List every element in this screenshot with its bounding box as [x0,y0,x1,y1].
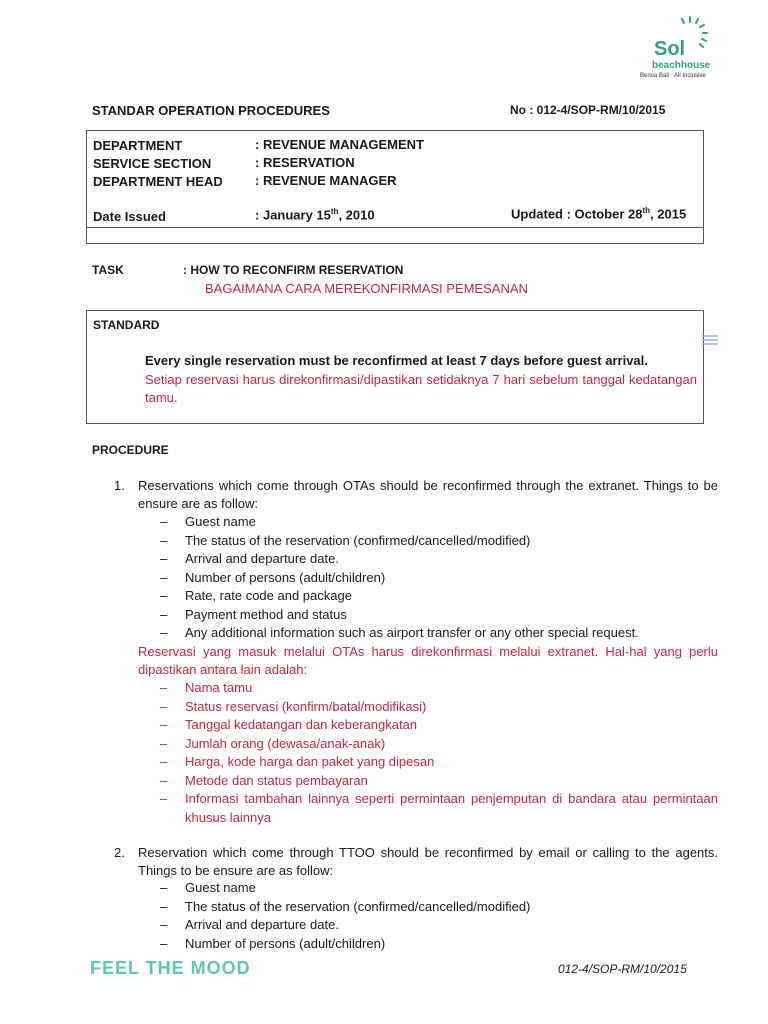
logo-brand: Sol [654,38,686,60]
department-value: : REVENUE MANAGEMENT [255,137,425,152]
step-text: Reservation which come through TTOO should be reconfirmed by email or calling to the agents. Things to be ensure are as follow: [138,845,718,878]
task-label: TASK [92,263,124,277]
standard-text-indonesian: Setiap reservasi harus direkonfirmasi/dipastikan setidaknya 7 hari sebelum tanggal kedatangan tamu. [145,372,697,405]
department-head-label: DEPARTMENT HEAD [93,174,223,189]
list-item: – Arrival and departure date. [160,550,639,569]
date-issued-label: Date Issued [93,209,166,224]
checklist-indonesian [160,679,718,827]
footer-document-number: 012-4/SOP-RM/10/2015 [558,962,687,976]
task-value: : HOW TO RECONFIRM RESERVATION [183,263,404,277]
date-issued-value: : January 15th, 2010 [255,207,375,223]
list-item: – Nama tamu [160,679,718,698]
list-item: – Payment method and status [160,606,639,625]
brand-logo [640,14,730,84]
document-title: STANDAR OPERATION PROCEDURES [92,103,330,118]
list-item: – Metode dan status pembayaran [160,772,718,791]
list-item: – Number of persons (adult/children) [160,935,530,954]
step-text-indonesian: Reservasi yang masuk melalui OTAs harus direkonfirmasi melalui extranet. Hal-hal yang perlu dipastikan antara lain adalah: [138,644,718,677]
task-value-indonesian: BAGAIMANA CARA MEREKONFIRMASI PEMESANAN [205,281,528,296]
list-item: – The status of the reservation (confirmed/cancelled/modified) [160,532,639,551]
standard-text: Every single reservation must be reconfirmed at least 7 days before guest arrival. [145,353,648,368]
step-number: 2. [114,845,125,860]
list-item: – Arrival and departure date. [160,916,530,935]
department-label: DEPARTMENT [93,138,183,153]
department-head-value: : REVENUE MANAGER [255,173,397,188]
step-text: Reservations which come through OTAs should be reconfirmed through the extranet. Things to be ensure are as follow: [138,478,718,511]
footer-slogan: FEEL THE MOOD [90,958,251,978]
document-number: No : 012-4/SOP-RM/10/2015 [510,103,666,117]
standard-box [86,310,704,424]
standard-title: STANDARD [93,318,160,332]
checklist [160,879,530,953]
list-item: – Guest name [160,879,530,898]
list-item: – Tanggal kedatangan dan keberangkatan [160,716,718,735]
list-item: – The status of the reservation (confirmed/cancelled/modified) [160,898,530,917]
checklist [160,513,639,643]
procedure-title: PROCEDURE [92,443,169,457]
list-item: – Informasi tambahan lainnya seperti permintaan penjemputan di bandara atau permintaan khusus lainnya [160,790,718,827]
info-box [86,130,704,244]
service-label: SERVICE SECTION [93,156,212,171]
list-item: – Number of persons (adult/children) [160,569,639,588]
list-item: – Harga, kode harga dan paket yang dipesan [160,753,718,772]
list-item: – Rate, rate code and package [160,587,639,606]
page-marker-icon [702,333,718,347]
service-value: : RESERVATION [255,155,355,170]
updated-date: Updated : October 28th, 2015 [511,206,687,222]
info-divider [87,227,703,228]
list-item: – Status reservasi (konfirm/batal/modifikasi) [160,698,718,717]
list-item: – Jumlah orang (dewasa/anak-anak) [160,735,718,754]
step-number: 1. [114,478,125,493]
logo-tagline: Benoa Bali · All Inclusive [640,73,706,79]
list-item: – Guest name [160,513,639,532]
logo-sub: beachhouse [652,60,711,71]
list-item: – Any additional information such as airport transfer or any other special request. [160,624,639,643]
